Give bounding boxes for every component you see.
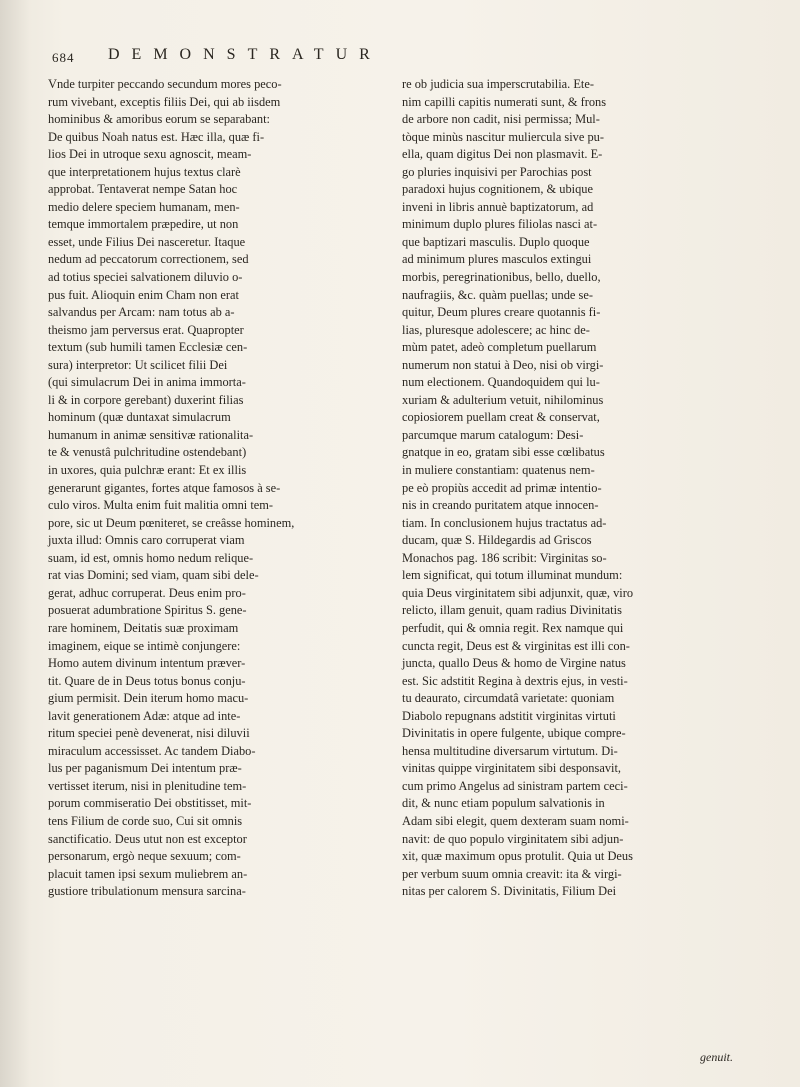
left-column: [48, 76, 389, 901]
page-number: 684: [52, 50, 75, 65]
catchword: genuit.: [700, 1050, 733, 1064]
running-head: DEMONSTRATUR: [108, 46, 382, 63]
right-column-text: re ob judicia sua imperscrutabilia. Ete- nim capilli capitis numerati sunt, & frons de arbore non cadit, nisi permissa; Mul- tòque minùs nascitur muliercula sive pu- ella, quam digitus Dei non plasmavit. E- go pluries inquisivi per Parochias post paradoxi hujus cognitionem, & ubique inveni in libris annuè baptizatorum, ad minimum duplo plures filiolas nasci at- que baptizari masculis. Duplo quoque ad minimum plures masculos extingui morbis, peregrinationibus, bello, duello, naufragiis, &c. quàm puellas; unde se- quitur, Deum plures creare quotannis fi- lias, pluresque adolescere; ac hinc de- mùm patet, adeò completum puellarum numerum non statui à Deo, nisi ob virgi- num electionem. Quandoquidem qui lu- xuriam & adulterium vetuit, nihilominus copiosiorem puellam creat & conservat, parcumque marum catalogum: Desi- gnatque in eo, gratam sibi esse cœlibatus in muliere constantiam: quatenus nem- pe eò propiùs accedit ad primæ intentio- nis in creando puritatem atque innocen- tiam. In conclusionem hujus tractatus ad- ducam, quæ S. Hildegardis ad Griscos Monachos pag. 186 scribit: Virginitas so- lem significat, qui totum illuminat mundum: quia Deus virginitatem sibi adjunxit, quæ, viro relicto, illam genuit, quam radius Divinitatis perfudit, qui & omnia regit. Rex namque qui cuncta regit, Deus est & virginitas est illi con- juncta, quallo Deus & homo de Virgine natus est. Sic adstitit Regina à dextris ejus, in vesti- tu deaurato, circumdatâ varietate: quoniam Diabolo repugnans adstitit virginitas virtuti Divinitatis in opere fulgente, ubique compre- hensa multitudine diversarum virtutum. Di- vinitas quippe virginitatem sibi desponsavit, cum primo Angelus ad sinistram partem ceci- dit, & nunc etiam populum salvationis in Adam sibi elegit, quem dexteram suam nomi- navit: de quo populo virginitatem sibi adjun- xit, quæ maximum opus protulit. Quia ut Deus per verbum suum omnia creavit: ita & virgi- nitas per calorem S. Divinitatis, Filium Dei: [402, 77, 634, 899]
gutter-shadow: [0, 0, 30, 1087]
left-column-text: Vnde turpiter peccando secundum mores peco- rum vivebant, exceptis filiis Dei, qui ab iisdem hominibus & amoribus eorum se separabant: De quibus Noah natus est. Hæc illa, quæ fi- lios Dei in utroque sexu agnoscit, meam- que interpretationem hujus textus clarè approbat. Tentaverat nempe Satan hoc medio delere speciem humanam, men- temque immortalem præpedire, ut non esset, unde Filius Dei nasceretur. Itaque nedum ad peccatorum correctionem, sed ad totius speciei salvationem diluvio o- pus fuit. Alioquin enim Cham non erat salvandus per Arcam: nam totus ab a- theismo jam perversus erat. Quapropter textum (sub humili tamen Ecclesiæ cen- sura) interpretor: Ut scilicet filii Dei (qui simulacrum Dei in anima immorta- li & in corpore gerebant) duxerint filias hominum (quæ duntaxat simulacrum humanum in animæ sensitivæ rationalita- te & venustâ pulchritudine ostendebant) in uxores, quia pulchræ erant: Et ex illis generarunt gigantes, fortes atque famosos à se- culo viros. Multa enim fuit malitia omni tem- pore, sic ut Deum pœniteret, se creâsse hominem, juxta illud: Omnis caro corruperat viam suam, id est, omnis homo nedum relique- rat vias Domini; sed viam, quam sibi dele- gerat, adhuc corruperat. Deus enim pro- posuerat adumbratione Spiritus S. gene- rare hominem, Deitatis suæ proximam imaginem, eique se intimè conjungere: Homo autem divinum intentum præver- tit. Quare de in Deus totus bonus conju- gium permisit. Dein iterum homo macu- lavit generationem Adæ: atque ad inte- ritum speciei penè devenerat, nisi diluvii miraculum accessisset. Ac tandem Diabo- lus per paganismum Dei intentum præ- vertisset iterum, nisi in plenitudine tem- porum commiseratio Dei obstitisset, mit- tens Filium de corde suo, Cui sit omnis sanctificatio. Deus utut non est exceptor personarum, ergò neque sexuum; com- placuit tamen ipsi sexum muliebrem an- gustiore tribulationum mensura sarcina-: [48, 77, 295, 899]
right-column: [402, 76, 754, 901]
